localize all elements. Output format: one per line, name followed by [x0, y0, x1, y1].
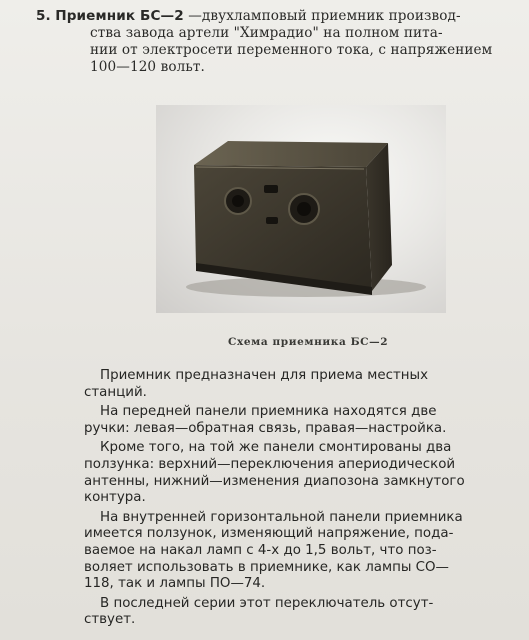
body-text [84, 368, 504, 632]
header-text-4: 100—120 вольт. [90, 59, 205, 75]
paragraph-4 [84, 510, 504, 593]
header-text-3: нии от электросети переменного тока, с напряжением [90, 42, 493, 58]
entry-title: Приемник БС—2 [55, 8, 184, 24]
receiver-photo [156, 105, 446, 313]
paragraph-line: воляет использовать в приемнике, как лампы СО— [84, 559, 449, 575]
header-text-2: ства завода артели "Химрадио" на полном пита- [90, 25, 443, 41]
receiver-photo-drawing [156, 105, 446, 313]
paragraph-line: В последней серии этот переключатель отсут- [100, 595, 434, 611]
paragraph-5 [84, 596, 504, 629]
paragraph-line: На передней панели приемника находятся две [100, 404, 437, 420]
paragraph-line: На внутренней горизонтальной панели приемника [100, 509, 463, 525]
paragraph-1 [84, 368, 504, 401]
box-top [194, 141, 388, 167]
left-knob-center [232, 195, 244, 207]
paragraph-line: Приемник предназначен для приема местных [100, 368, 429, 383]
figure-caption: Схема приемника БС—2 [228, 336, 389, 348]
paragraph-line: антенны, нижний—изменения диапозона замкнутого [84, 473, 465, 489]
header-text-1: —двухламповый приемник производ- [183, 8, 461, 24]
paragraph-line: ваемое на накал ламп с 4-х до 1,5 вольт, что поз- [84, 542, 437, 558]
entry-number: 5. [36, 8, 51, 24]
paragraph-2 [84, 404, 504, 437]
paragraph-3 [84, 440, 504, 506]
entry-header [36, 8, 506, 76]
paragraph-line: Кроме того, на той же панели смонтированы два [100, 440, 452, 456]
paragraph-line: контура. [84, 490, 146, 506]
paragraph-line: станций. [84, 384, 147, 400]
paragraph-line: 118, так и лампы ПО—74. [84, 576, 266, 592]
paragraph-line: ручки: левая—обратная связь, правая—настройка. [84, 420, 447, 436]
header-line-1 [36, 8, 506, 25]
paragraph-line: имеется ползунок, изменяющий напряжение, пода- [84, 526, 454, 542]
right-knob-center [297, 202, 311, 216]
upper-slider [264, 185, 278, 193]
paragraph-line: ползунка: верхний—переключения апериодической [84, 456, 456, 472]
lower-slider [266, 217, 278, 224]
paragraph-line: ствует. [84, 612, 136, 628]
